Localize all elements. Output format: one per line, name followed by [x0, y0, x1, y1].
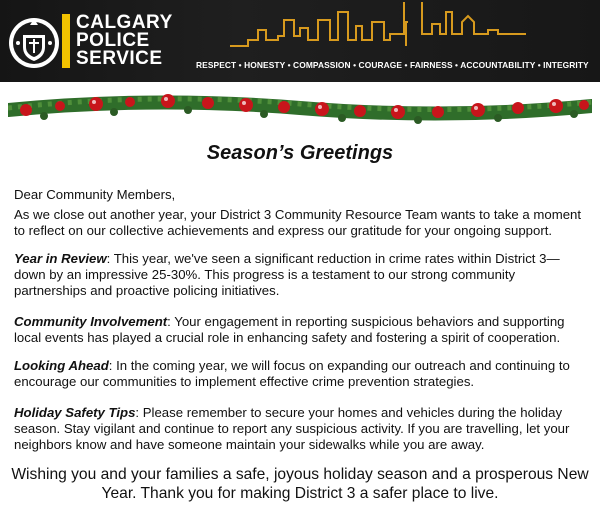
brand-line: CALGARY — [76, 12, 173, 33]
brand-line: SERVICE — [76, 48, 163, 69]
section-heading: Looking Ahead — [14, 358, 109, 373]
core-values-text: RESPECT • HONESTY • COMPASSION • COURAGE • FAIRNESS • ACCOUNTABILITY • INTEGRITY — [196, 60, 589, 70]
salutation: Dear Community Members, — [14, 187, 176, 202]
section-text: : In the coming year, we will focus on expanding our outreach and continuing to encourage our communities to implement effective crime prevention strategies. — [14, 358, 570, 389]
section-heading: Year in Review — [14, 251, 107, 266]
section-heading: Holiday Safety Tips — [14, 405, 136, 420]
holiday-garland-icon — [8, 88, 592, 130]
header-banner — [0, 0, 600, 82]
section-heading: Community Involvement — [14, 314, 168, 329]
holiday-safety-tips-paragraph — [14, 405, 588, 453]
section-text: : Your engagement in reporting suspicious behaviors and supporting local events has played a crucial role in enhancing safety and fostering a spirit of cooperation. — [14, 314, 565, 345]
brand-name — [76, 14, 173, 68]
calgary-skyline-icon — [230, 2, 590, 54]
brand-accent-bar — [62, 14, 70, 68]
intro-paragraph: As we close out another year, your District 3 Community Resource Team wants to take a moment to reflect on our collective achievements and express our gratitude for your ongoing support. — [14, 207, 582, 238]
section-text: : This year, we've seen a significant reduction in crime rates within District 3—down by an impressive 25-30%. This progress is a testament to our strong community partnerships and proactive policing initiatives. — [14, 251, 560, 298]
looking-ahead-paragraph — [14, 358, 588, 390]
page-title: Season’s Greetings — [206, 142, 394, 164]
year-in-review-paragraph — [14, 251, 588, 299]
section-text: : Please remember to secure your homes and vehicles during the holiday season. Stay vigilant and continue to report any suspicious activity. If you are travelling, let your neighbors know and have someone maintain your sidewalks while you are away. — [14, 405, 570, 452]
brand-line: POLICE — [76, 30, 150, 51]
closing-message: Wishing you and your families a safe, joyous holiday season and a prosperous New Year. Thank you for making District 3 a safer place to live. — [11, 466, 589, 502]
police-crest-icon — [7, 13, 61, 71]
community-involvement-paragraph — [14, 314, 588, 346]
